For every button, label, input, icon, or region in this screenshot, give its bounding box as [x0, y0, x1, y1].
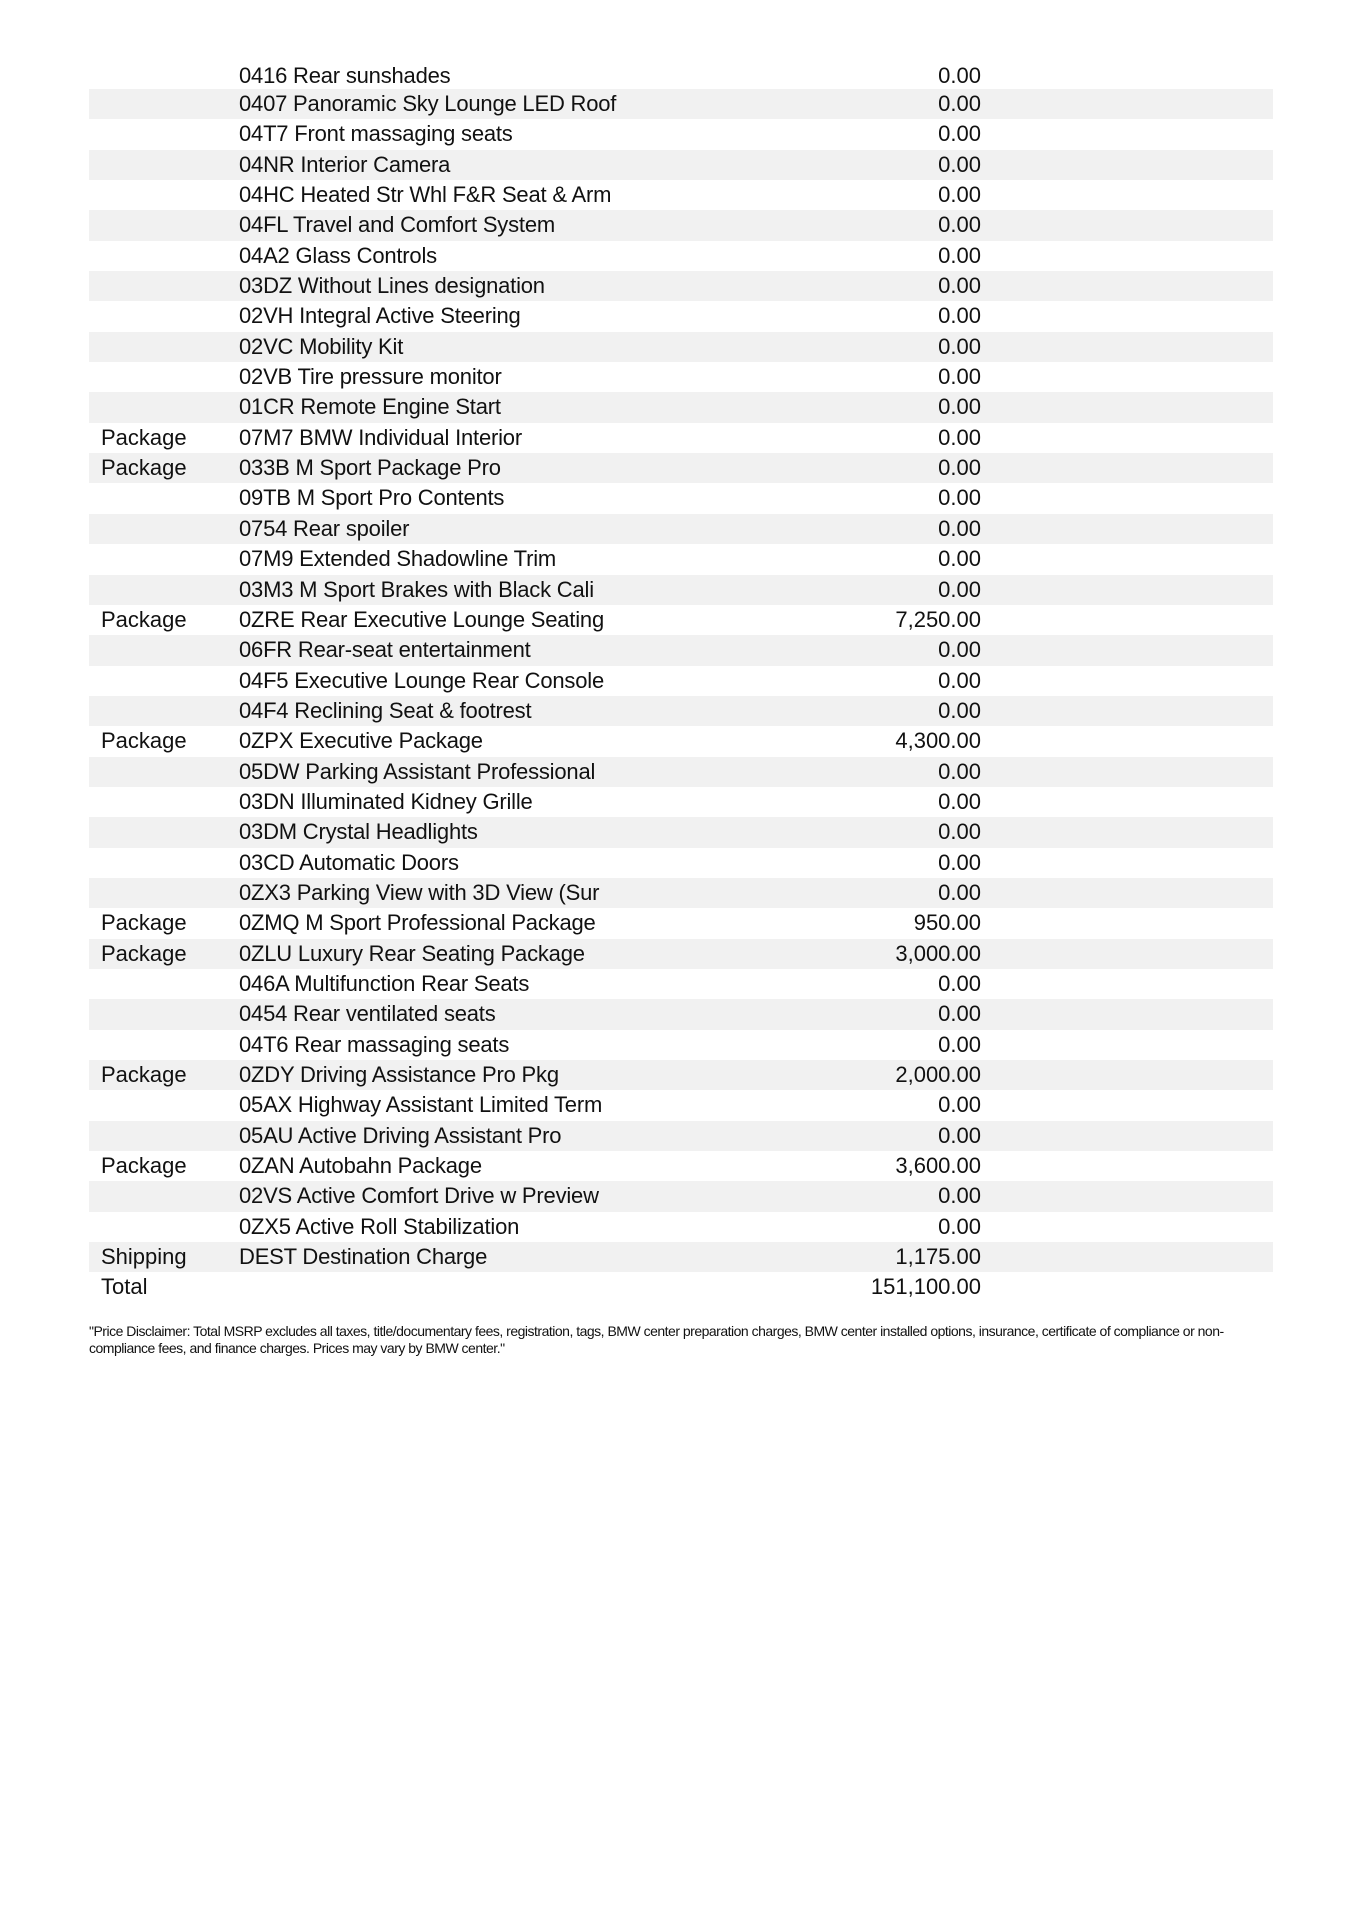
- table-row: [89, 150, 1273, 180]
- row-price: 0.00: [938, 424, 981, 450]
- table-row: [89, 908, 1273, 938]
- row-price: 0.00: [938, 303, 981, 329]
- row-description: 046A Multifunction Rear Seats: [239, 970, 530, 996]
- table-row: [89, 969, 1273, 999]
- row-price: 0.00: [938, 546, 981, 572]
- row-category: Package: [101, 606, 187, 632]
- table-row: [89, 271, 1273, 301]
- row-category: Package: [101, 1062, 187, 1087]
- options-price-table: [89, 63, 1273, 1303]
- row-price: 0.00: [938, 364, 981, 390]
- row-price: 2,000.00: [895, 1062, 981, 1087]
- row-category: Package: [101, 728, 187, 754]
- row-description: 07M9 Extended Shadowline Trim: [239, 546, 557, 572]
- table-row: [89, 63, 1273, 89]
- price-disclaimer: "Price Disclaimer: Total MSRP excludes all taxes, title/documentary fees, registration, tags, BMW center preparation charges, BMW center installed options, insurance, certificate of compliance or non-compliance fees, and finance charges. Prices may vary by BMW center.": [89, 1323, 1224, 1356]
- row-price: 0.00: [938, 515, 981, 541]
- row-price: 0.00: [938, 121, 981, 147]
- row-category: Shipping: [101, 1244, 187, 1270]
- table-row: [89, 210, 1273, 240]
- table-row: [89, 392, 1273, 422]
- row-price: 0.00: [938, 242, 981, 268]
- row-price: 0.00: [938, 212, 981, 238]
- row-price: 0.00: [938, 849, 981, 875]
- table-row: [89, 89, 1273, 119]
- row-price: 0.00: [938, 455, 981, 481]
- row-description: 01CR Remote Engine Start: [239, 394, 501, 420]
- row-description: 07M7 BMW Individual Interior: [239, 424, 522, 450]
- table-row: [89, 1242, 1273, 1272]
- row-description: 06FR Rear-seat entertainment: [239, 637, 531, 663]
- row-price: 0.00: [938, 1031, 981, 1057]
- row-price: 0.00: [938, 788, 981, 814]
- table-row: [89, 514, 1273, 544]
- row-description: 0ZMQ M Sport Professional Package: [239, 910, 596, 936]
- row-description: 0ZLU Luxury Rear Seating Package: [239, 940, 585, 966]
- table-row: [89, 787, 1273, 817]
- row-description: 02VB Tire pressure monitor: [239, 364, 502, 390]
- row-price: 0.00: [938, 151, 981, 177]
- table-row: [89, 605, 1273, 635]
- row-price: 0.00: [938, 1092, 981, 1118]
- row-price: 7,250.00: [895, 606, 981, 632]
- row-description: 02VC Mobility Kit: [239, 333, 404, 359]
- row-description: 03DN Illuminated Kidney Grille: [239, 788, 533, 814]
- row-description: 033B M Sport Package Pro: [239, 455, 501, 481]
- table-row: [89, 483, 1273, 513]
- table-row: [89, 180, 1273, 210]
- row-description: 0416 Rear sunshades: [239, 63, 451, 88]
- row-price: 0.00: [938, 91, 981, 116]
- row-description: 0ZX3 Parking View with 3D View (Sur: [239, 879, 600, 905]
- row-price: 0.00: [938, 63, 981, 88]
- row-description: 04HC Heated Str Whl F&R Seat & Arm: [239, 182, 612, 208]
- row-description: 0454 Rear ventilated seats: [239, 1001, 496, 1027]
- table-row: [89, 1030, 1273, 1060]
- table-row: [89, 999, 1273, 1029]
- row-category: Package: [101, 1153, 187, 1179]
- row-price: 0.00: [938, 394, 981, 420]
- table-row: [89, 423, 1273, 453]
- row-description: 0754 Rear spoiler: [239, 515, 410, 541]
- table-row: [89, 666, 1273, 696]
- table-row: [89, 696, 1273, 726]
- table-row: [89, 848, 1273, 878]
- row-description: 02VH Integral Active Steering: [239, 303, 521, 329]
- total-row: [89, 1272, 1273, 1302]
- row-price: 0.00: [938, 667, 981, 693]
- table-row: [89, 1181, 1273, 1211]
- row-description: 03CD Automatic Doors: [239, 849, 459, 875]
- table-row: [89, 1121, 1273, 1151]
- row-description: 04FL Travel and Comfort System: [239, 212, 555, 238]
- row-description: 05AU Active Driving Assistant Pro: [239, 1122, 562, 1148]
- table-row: [89, 1060, 1273, 1090]
- table-row: [89, 817, 1273, 847]
- table-row: [89, 635, 1273, 665]
- row-category: Package: [101, 455, 187, 481]
- row-description: 05DW Parking Assistant Professional: [239, 758, 596, 784]
- table-row: [89, 575, 1273, 605]
- row-category: Package: [101, 940, 187, 966]
- row-price: 0.00: [938, 333, 981, 359]
- row-description: 04A2 Glass Controls: [239, 242, 437, 268]
- row-price: 0.00: [938, 970, 981, 996]
- table-row: [89, 453, 1273, 483]
- row-description: 03DM Crystal Headlights: [239, 819, 478, 845]
- row-description: 0ZPX Executive Package: [239, 728, 483, 754]
- table-row: [89, 1090, 1273, 1120]
- table-row: [89, 362, 1273, 392]
- row-description: 0ZRE Rear Executive Lounge Seating: [239, 606, 604, 632]
- row-price: 0.00: [938, 1001, 981, 1027]
- row-description: 0407 Panoramic Sky Lounge LED Roof: [239, 91, 617, 116]
- table-row: [89, 332, 1273, 362]
- row-description: 0ZAN Autobahn Package: [239, 1153, 482, 1179]
- row-price: 0.00: [938, 576, 981, 602]
- row-description: 04T7 Front massaging seats: [239, 121, 513, 147]
- row-description: 04T6 Rear massaging seats: [239, 1031, 510, 1057]
- row-description: 05AX Highway Assistant Limited Term: [239, 1092, 603, 1118]
- total-price: 151,100.00: [870, 1274, 981, 1300]
- row-price: 3,000.00: [895, 940, 981, 966]
- row-description: 02VS Active Comfort Drive w Preview: [239, 1183, 599, 1209]
- row-price: 0.00: [938, 879, 981, 905]
- table-row: [89, 241, 1273, 271]
- row-description: 03DZ Without Lines designation: [239, 273, 545, 299]
- row-price: 0.00: [938, 697, 981, 723]
- row-price: 0.00: [938, 1213, 981, 1239]
- row-price: 0.00: [938, 485, 981, 511]
- row-description: 04F5 Executive Lounge Rear Console: [239, 667, 604, 693]
- row-price: 0.00: [938, 273, 981, 299]
- row-price: 4,300.00: [895, 728, 981, 754]
- table-row: [89, 119, 1273, 149]
- table-row: [89, 757, 1273, 787]
- row-price: 0.00: [938, 1122, 981, 1148]
- table-row: [89, 301, 1273, 331]
- table-row: [89, 939, 1273, 969]
- row-description: 03M3 M Sport Brakes with Black Cali: [239, 576, 594, 602]
- table-row: [89, 1151, 1273, 1181]
- row-description: 04F4 Reclining Seat & footrest: [239, 697, 532, 723]
- row-description: 04NR Interior Camera: [239, 151, 451, 177]
- row-price: 0.00: [938, 637, 981, 663]
- table-row: [89, 1212, 1273, 1242]
- row-price: 1,175.00: [895, 1244, 981, 1270]
- row-price: 3,600.00: [895, 1153, 981, 1179]
- row-category: Package: [101, 424, 187, 450]
- row-description: 09TB M Sport Pro Contents: [239, 485, 505, 511]
- table-row: [89, 544, 1273, 574]
- table-row: [89, 726, 1273, 756]
- table-row: [89, 878, 1273, 908]
- total-label: Total: [101, 1274, 148, 1300]
- row-price: 0.00: [938, 182, 981, 208]
- row-description: 0ZX5 Active Roll Stabilization: [239, 1213, 520, 1239]
- row-category: Package: [101, 910, 187, 936]
- row-price: 0.00: [938, 819, 981, 845]
- row-price: 0.00: [938, 1183, 981, 1209]
- row-description: 0ZDY Driving Assistance Pro Pkg: [239, 1062, 559, 1087]
- row-price: 950.00: [913, 910, 981, 936]
- row-price: 0.00: [938, 758, 981, 784]
- row-description: DEST Destination Charge: [239, 1244, 488, 1270]
